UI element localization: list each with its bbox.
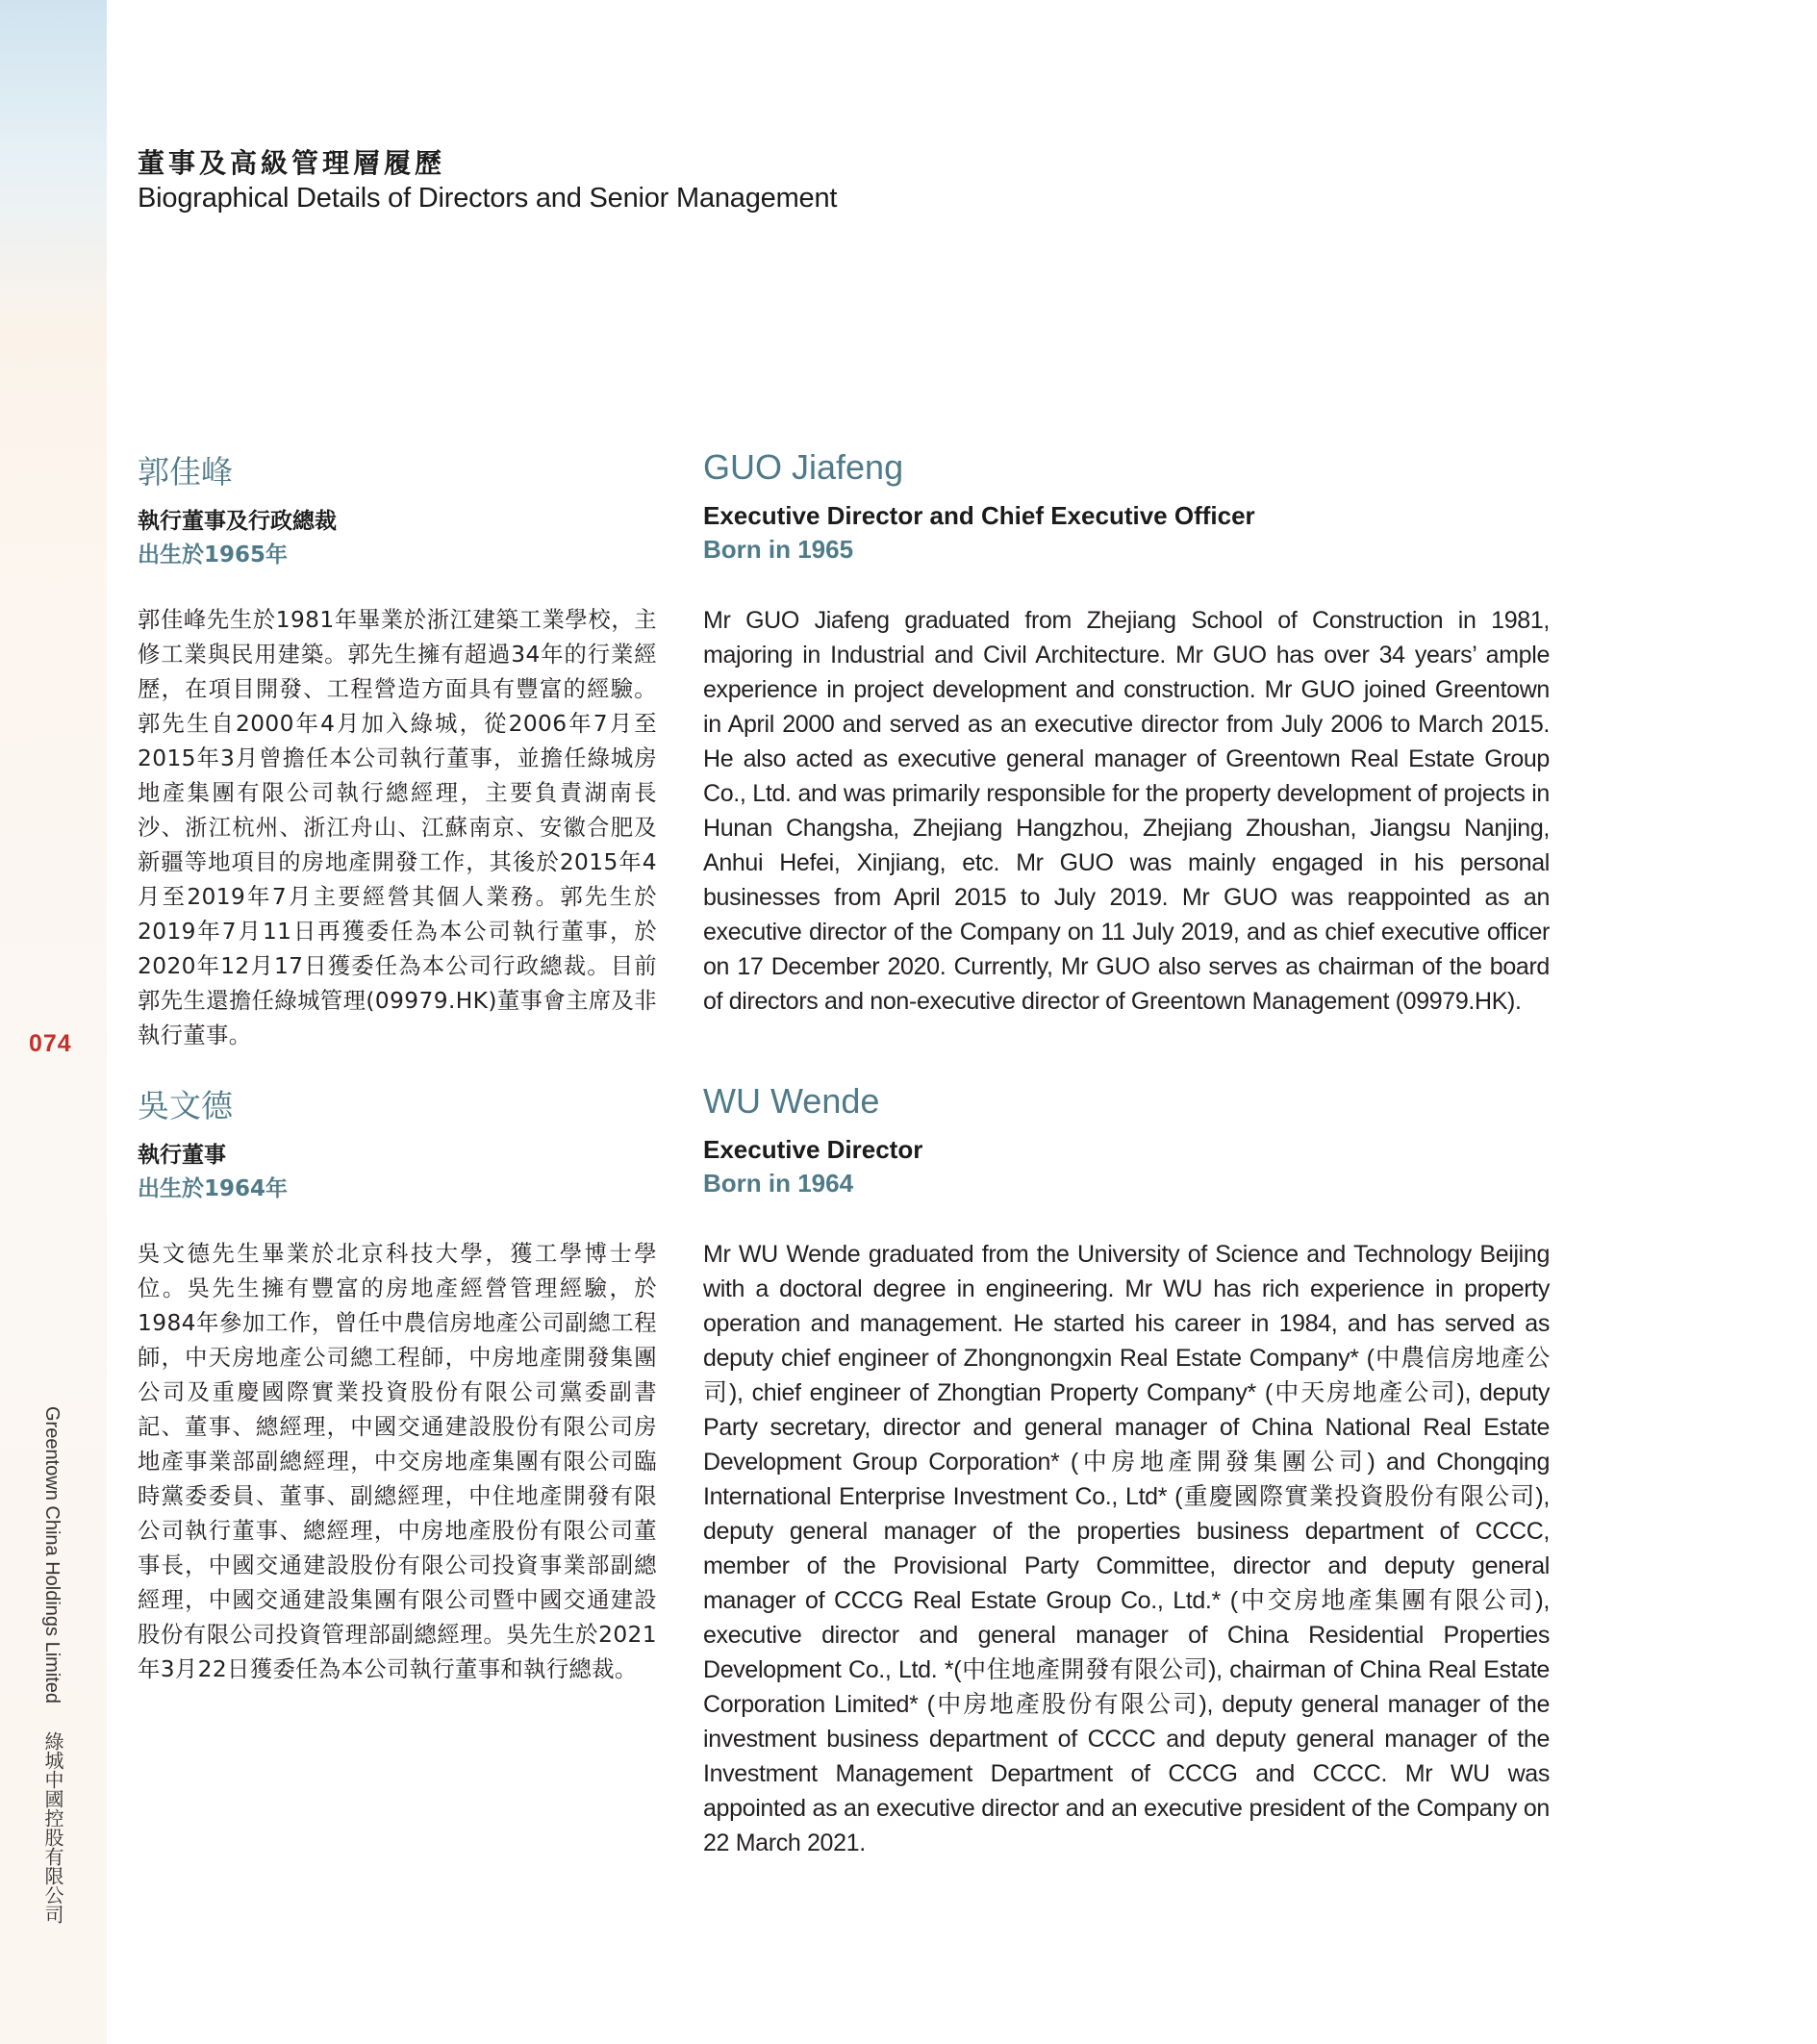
side-company-name [38,1406,66,1924]
director-name-zh: 郭佳峰 [138,453,233,491]
page-number: 074 [29,1030,72,1057]
page-title-zh: 董事及高級管理層履歷 [138,147,446,179]
director-name-zh: 吳文德 [138,1087,233,1124]
director-role-en: Executive Director and Chief Executive Officer [703,501,1255,530]
director-born-en: Born in 1965 [703,535,854,564]
page-header [138,142,837,214]
director-born-en: Born in 1964 [703,1169,854,1198]
director-name-en: GUO Jiafeng [703,447,904,487]
company-name-en: Greentown China Holdings Limited [41,1406,63,1704]
director-name-en: WU Wende [703,1081,880,1121]
director-bio-en: Mr WU Wende graduated from the University of Science and Technology Beijing with a doctoral degree in engineering. Mr WU has rich experience in property operation and management. He started his career in 1984, and has served as deputy chief engineer of Zhongnongxin Real Estate Company* (中農信房地產公司), chief engineer of Zhongtian Property Company* (中天房地產公司), deputy Party secretary, director and general manager of China National Real Estate Development Group Corporation* (中房地產開發集團公司) and Chongqing International Enterprise Investment Co., Ltd* (重慶國際實業投資股份有限公司), deputy general manager of the properties business department of CCCC, member of the Provisional Party Committee, director and deputy general manager of CCCG Real Estate Group Co., Ltd.* (中交房地產集團有限公司), executive director and general manager of China Residential Properties Development Co., Ltd. *(中住地產開發有限公司), chairman of China Real Estate Corporation Limited* (中房地產股份有限公司), deputy general manager of the investment business department of CCCC and deputy general manager of the Investment Management Department of CCCG and CCCC. Mr WU was appointed as an executive director and an executive president of the Company on 22 March 2021. [703,1241,1550,1856]
director-born-zh: 出生於1964年 [138,1176,289,1201]
director-bio-zh: 吳文德先生畢業於北京科技大學，獲工學博士學位。吳先生擁有豐富的房地產經營管理經驗，於1984年參加工作，曾任中農信房地產公司副總工程師，中天房地產公司總工程師，中房地產開發集團公司及重慶國際實業投資股份有限公司黨委副書記、董事、總經理，中國交通建設股份有限公司房地產事業部副總經理，中交房地產集團有限公司臨時黨委委員、董事、副總經理，中住地產開發有限公司執行董事、總經理，中房地產股份有限公司董事長，中國交通建設股份有限公司投資事業部副總經理，中國交通建設集團有限公司暨中國交通建設股份有限公司投資管理部副總經理。吳先生於2021年3月22日獲委任為本公司執行董事和執行總裁。 [138,1241,657,1682]
director-bio-zh: 郭佳峰先生於1981年畢業於浙江建築工業學校，主修工業與民用建築。郭先生擁有超過34年的行業經歷，在項目開發、工程營造方面具有豐富的經驗。郭先生自2000年4月加入綠城，從2006年7月至2015年3月曾擔任本公司執行董事，並擔任綠城房地產集團有限公司執行總經理，主要負責湖南長沙、浙江杭州、浙江舟山、江蘇南京、安徽合肥及新疆等地項目的房地產開發工作，其後於2015年4月至2019年7月主要經營其個人業務。郭先生於2019年7月11日再獲委任為本公司執行董事，於2020年12月17日獲委任為本公司行政總裁。目前郭先生還擔任綠城管理(09979.HK)董事會主席及非執行董事。 [138,607,657,1048]
director-role-en: Executive Director [703,1135,923,1164]
director-role-zh: 執行董事及行政總裁 [138,509,337,534]
director-bio-en: Mr GUO Jiafeng graduated from Zhejiang School of Construction in 1981, majoring in Industrial and Civil Architecture. Mr GUO has over 34 years’ ample experience in project development and construction. Mr GUO joined Greentown in April 2000 and served as an executive director from July 2006 to March 2015. He also acted as executive general manager of Greentown Real Estate Group Co., Ltd. and was primarily responsible for the property development of projects in Hunan Changsha, Zhejiang Hangzhou, Zhejiang Zhoushan, Jiangsu Nanjing, Anhui Hefei, Xinjiang, etc. Mr GUO was mainly engaged in his personal businesses from April 2015 to July 2019. Mr GUO was reappointed as an executive director of the Company on 11 July 2019, and as chief executive officer on 17 December 2020. Currently, Mr GUO also serves as chairman of the board of directors and non-executive director of Greentown Management (09979.HK). [703,607,1550,1015]
director-born-zh: 出生於1965年 [138,543,289,568]
page-title-en: Biographical Details of Directors and Senior Management [138,183,838,214]
company-name-zh: 綠城中國控股有限公司 [41,1731,63,1925]
director-role-zh: 執行董事 [138,1143,226,1168]
